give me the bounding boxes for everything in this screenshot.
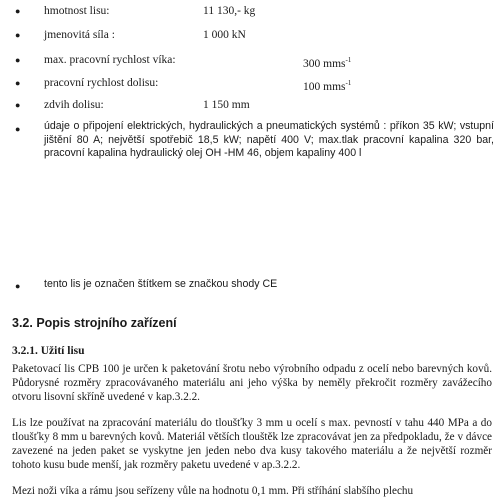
- bullet-icon: ●: [15, 30, 21, 40]
- bullet-icon: ●: [15, 281, 21, 291]
- spec-label-lid-speed: max. pracovní rychlost víka:: [44, 54, 176, 66]
- bullet-icon: ●: [15, 78, 21, 88]
- spec-value-lid-speed: 300 mms$^{-1}$: [303, 56, 352, 70]
- subsection-heading: 3.2.1. Užití lisu: [12, 345, 85, 357]
- paragraph-usage: Paketovací lis CPB 100 je určen k paketování šrotu nebo výrobního odpadu z ocelí nebo barevných kovů. Půdorysné rozměry zpracovávaného materiálu ani jeho výška by neměly překročit rozměry zavážecího otvoru lisovní skříně uvedené v kap.3.2.2.: [12, 363, 492, 403]
- spec-label-force: jmenovitá síla :: [44, 29, 115, 41]
- bullet-icon: ●: [15, 6, 21, 16]
- paragraph-materials: Lis lze používat na zpracování materiálu do tloušťky 3 mm u ocelí s max. pevností v tahu 440 MPa a do tloušťky 8 mm u barevných kovů. Materiál větších tlouštěk lze zpracovávat jen za předpokladu, že v dávce zavezené na jeden paket se vyskytne jen jeden nebo dva kusy takového materiálu a že největší rozměr tohoto kusu bude menší, jak rozměry paketu uvedené v ap.3.2.2.: [12, 417, 492, 471]
- bullet-icon: ●: [15, 55, 21, 65]
- paragraph-knives: Mezi noži víka a rámu jsou seřízeny vůle na hodnotu 0,1 mm. Při stříhání slabšího plechu: [12, 485, 414, 497]
- bullet-icon: ●: [15, 100, 21, 110]
- systems-connection-note: údaje o připojení elektrických, hydraulických a pneumatických systémů : příkon 35 kW; vstupní jištění 80 A; největší spotřebič 18,5 kW; napětí 400 V; max.tlak pracovní kapalina 320 bar, pracovní kapalina hydraulický olej OH -HM 46, objem kapaliny 400 l: [44, 120, 494, 159]
- spec-value-force: 1 000 kN: [203, 29, 246, 41]
- section-heading: 3.2. Popis strojního zařízení: [12, 316, 177, 330]
- spec-value-stroke: 1 150 mm: [203, 99, 250, 111]
- spec-value-press-speed: 100 mms$^{-1}$: [303, 79, 352, 93]
- bullet-icon: ●: [15, 124, 21, 134]
- spec-value-weight: 11 130,- kg: [203, 5, 256, 17]
- spec-label-weight: hmotnost lisu:: [44, 5, 110, 17]
- ce-marking-note: tento lis je označen štítkem se značkou shody CE: [44, 278, 278, 290]
- spec-label-stroke: zdvih dolisu:: [44, 99, 104, 111]
- spec-label-press-speed: pracovní rychlost dolisu:: [44, 77, 159, 89]
